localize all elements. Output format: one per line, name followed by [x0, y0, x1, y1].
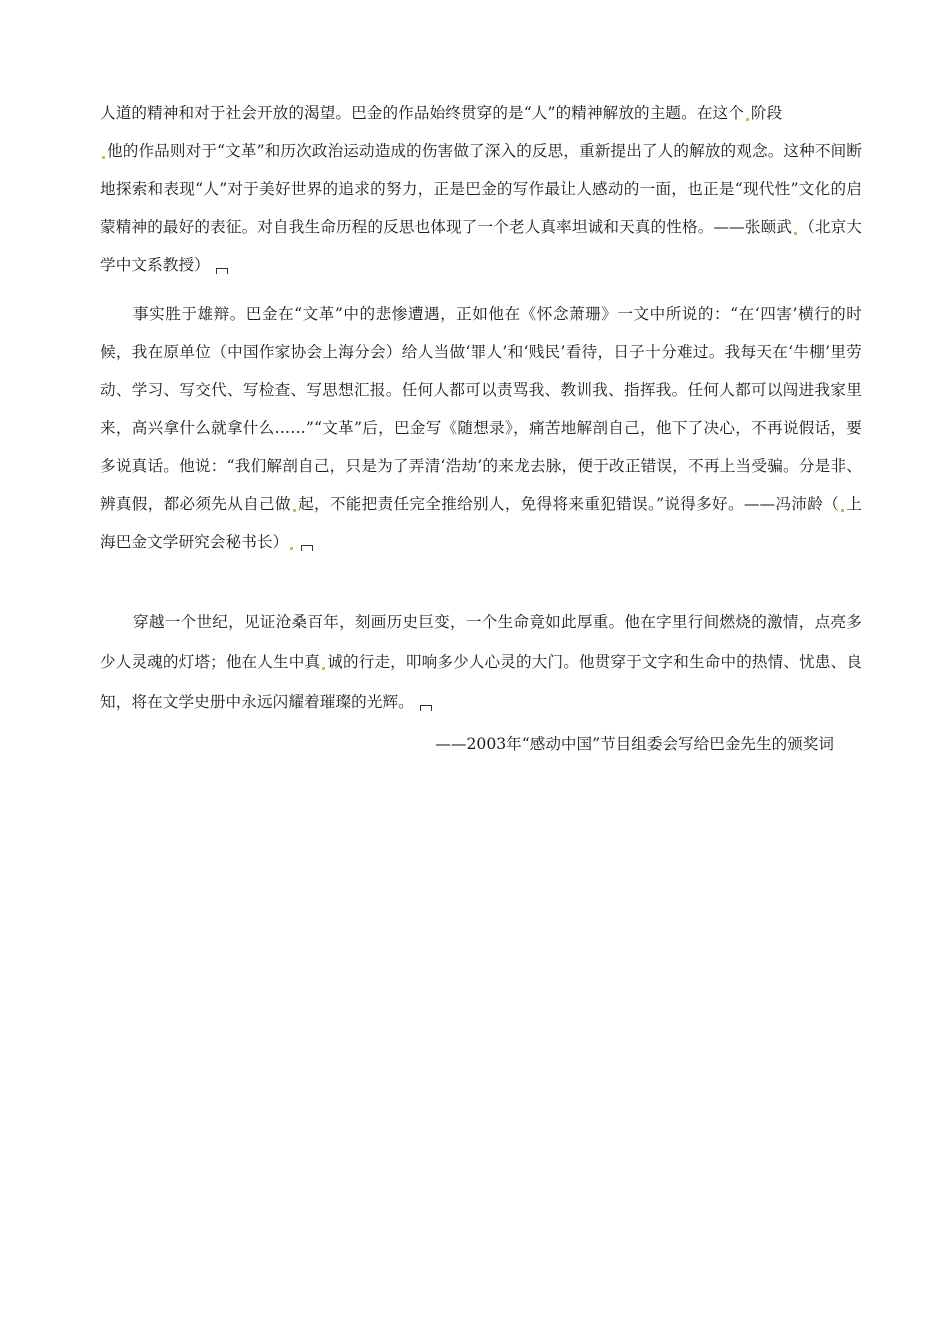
edit-marker-icon [290, 547, 293, 550]
paragraph-mark-icon [420, 705, 432, 711]
paragraph-1-text-a: 人道的精神和对于社会开放的渴望。巴金的作品始终贯穿的是“人”的精神解放的主题。在这个 [100, 104, 744, 122]
paragraph-2-text-b: 起，不能把责任完全推给别人，免得将来重犯错误。”说得多好。——冯沛龄（ [297, 495, 840, 513]
paragraph-2-source: 上海巴金文学研究会秘书长） [100, 495, 862, 551]
edit-marker-icon [322, 667, 325, 670]
edit-marker-icon [293, 509, 296, 512]
paragraph-1-source: （北京大学中文系教授） [100, 218, 862, 274]
paragraph-feng-peiling [100, 295, 862, 561]
edit-marker-icon [746, 118, 749, 121]
edit-marker-icon [794, 232, 797, 235]
paragraph-mark-icon [301, 545, 313, 551]
paragraph-3-text-b: 诚的行走，叩响多少人心灵的大门。他贯穿于文字和生命中的热情、忧患、良知，将在文学史册中永远闪耀着璀璨的光辉。 [100, 653, 863, 711]
paragraph-3-text-a: 穿越一个世纪，见证沧桑百年，刻画历史巨变，一个生命竟如此厚重。他在字里行间燃烧的激情，点亮多少人灵魂的灯塔；他在人生中真 [100, 613, 862, 671]
edit-marker-icon [841, 509, 844, 512]
paragraph-1-text-b: 阶段 [750, 104, 783, 122]
paragraph-mark-icon [216, 268, 228, 274]
edit-marker-icon [102, 156, 105, 159]
paragraph-1-text-c: 他的作品则对于“文革”和历次政治运动造成的伤害做了深入的反思，重新提出了人的解放的观念。这种不间断地探索和表现“人”对于美好世界的追求的努力，正是巴金的写作最让人感动的一面，也正是“现代性”文化的启蒙精神的最好的表征。对自我生命历程的反思也体现了一个老人真率坦诚和天真的性格。——张颐武 [100, 142, 862, 236]
paragraph-zhang-yiwu [100, 94, 862, 284]
paragraph-award-citation [100, 602, 862, 722]
citation-attribution: ——2003年“感动中国”节目组委会写给巴金先生的颁奖词 [435, 735, 834, 753]
paragraph-2-text-a: 事实胜于雄辩。巴金在“文革”中的悲惨遭遇，正如他在《怀念萧珊》一文中所说的：“在‘四害’横行的时候，我在原单位（中国作家协会上海分会）给人当做‘罪人’和‘贱民’看待，日子十分难过。我每天在‘牛棚’里劳动、学习、写交代、写检查、写思想汇报。任何人都可以责骂我、教训我、指挥我。任何人都可以闯进我家里来，高兴拿什么就拿什么……”“文革”后，巴金写《随想录》，痛苦地解剖自己，他下了决心，不再说假话，要多说真话。他说：“我们解剖自己，只是为了弄清‘浩劫’的来龙去脉，便于改正错误，不再上当受骗。分是非、辨真假，都必须先从自己做 [100, 305, 862, 513]
